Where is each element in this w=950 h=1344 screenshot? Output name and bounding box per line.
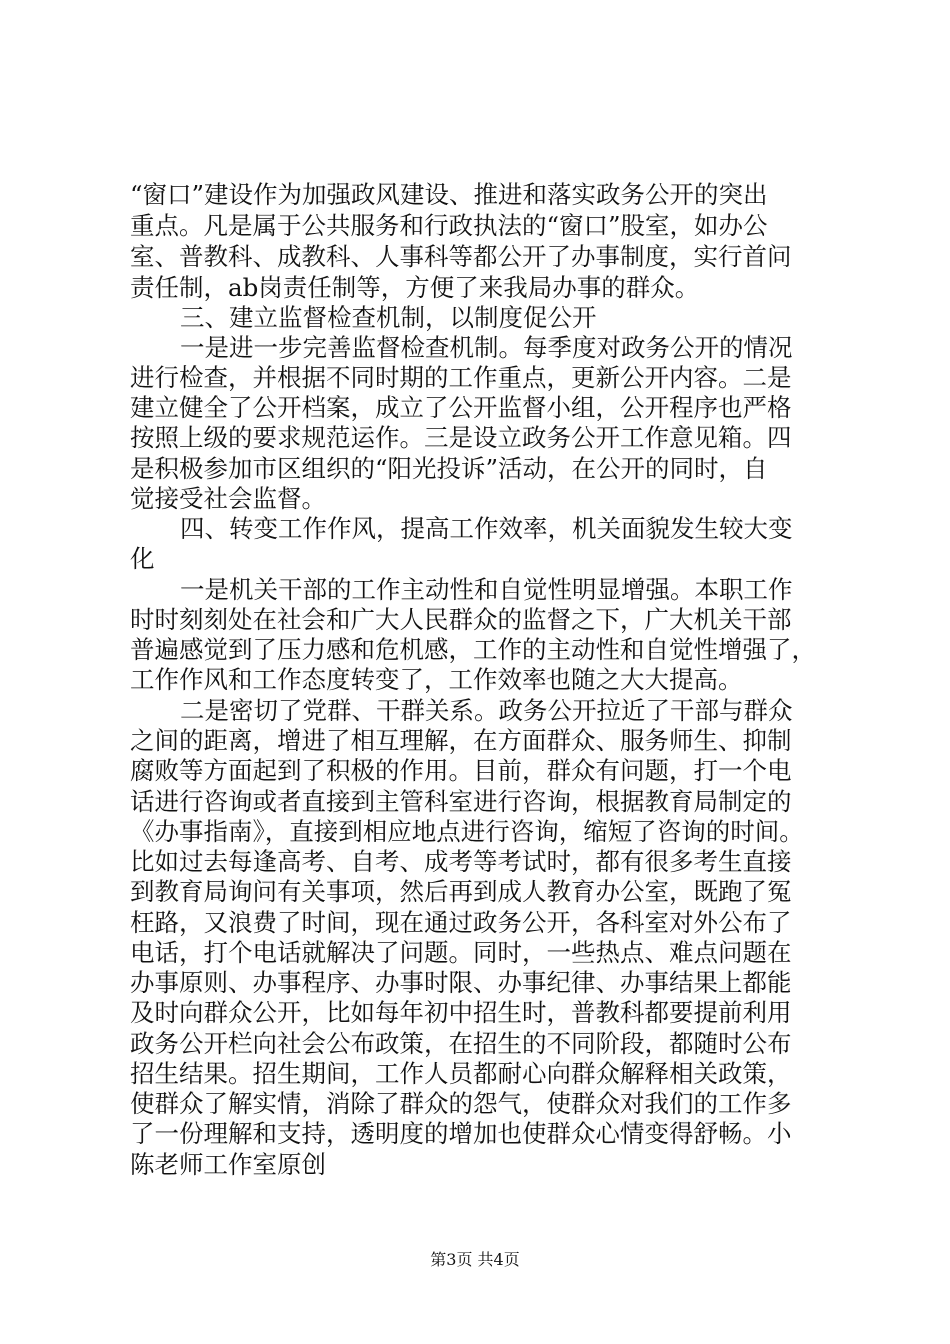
page-footer: 第3页 共4页	[430, 1250, 520, 1269]
text-line: 话进行咨询或者直接到主管科室进行咨询，根据教育局制定的	[130, 787, 792, 816]
text-line: 陈老师工作室原创	[130, 1150, 326, 1179]
text-line: 时时刻刻处在社会和广大人民群众的监督之下，广大机关干部	[130, 605, 792, 634]
text-line: 二是密切了党群、干群关系。政务公开拉近了干部与群众	[180, 696, 793, 725]
section-heading: 四、转变工作作风，提高工作效率，机关面貌发生较大变	[180, 514, 793, 543]
text-line: 普遍感觉到了压力感和危机感，工作的主动性和自觉性增强了，	[130, 635, 816, 664]
text-line: 电话，打个电话就解决了问题。同时，一些热点、难点问题在	[130, 938, 792, 967]
text-line: 办事原则、办事程序、办事时限、办事纪律、办事结果上都能	[130, 968, 792, 997]
text-line: 到教育局询问有关事项，然后再到成人教育办公室，既跑了冤	[130, 877, 792, 906]
text-line: 及时向群众公开，比如每年初中招生时，普教科都要提前利用	[130, 998, 792, 1027]
text-line: 室、普教科、成教科、人事科等都公开了办事制度，实行首问	[130, 242, 792, 271]
text-line: 重点。凡是属于公共服务和行政执法的“窗口”股室，如办公	[130, 211, 768, 240]
text-line: 建立健全了公开档案，成立了公开监督小组，公开程序也严格	[130, 393, 792, 422]
text-line: 按照上级的要求规范运作。三是设立政务公开工作意见箱。四	[130, 423, 792, 452]
text-line: 一是进一步完善监督检查机制。每季度对政务公开的情况	[180, 333, 793, 362]
text-line: 枉路，又浪费了时间，现在通过政务公开，各科室对外公布了	[130, 908, 792, 937]
text-line: 腐败等方面起到了积极的作用。目前，群众有问题，打一个电	[130, 756, 792, 785]
text-line: 比如过去每逢高考、自考、成考等考试时，都有很多考生直接	[130, 847, 792, 876]
section-heading: 三、建立监督检查机制，以制度促公开	[180, 303, 597, 332]
text-line: 工作作风和工作态度转变了，工作效率也随之大大提高。	[130, 665, 743, 694]
text-line: 进行检查，并根据不同时期的工作重点，更新公开内容。二是	[130, 363, 792, 392]
section-heading: 化	[130, 544, 155, 573]
text-line: 觉接受社会监督。	[130, 484, 326, 513]
text-line: 责任制，ab岗责任制等，方便了来我局办事的群众。	[130, 273, 700, 302]
text-line: 了一份理解和支持，透明度的增加也使群众心情变得舒畅。小	[130, 1119, 792, 1148]
text-line: 使群众了解实情，消除了群众的怨气，使群众对我们的工作多	[130, 1089, 792, 1118]
text-line: “窗口”建设作为加强政风建设、推进和落实政务公开的突出	[130, 180, 768, 209]
text-line: 招生结果。招生期间，工作人员都耐心向群众解释相关政策，	[130, 1059, 792, 1088]
text-line: 一是机关干部的工作主动性和自觉性明显增强。本职工作	[180, 575, 793, 604]
text-line: 《办事指南》，直接到相应地点进行咨询，缩短了咨询的时间。	[130, 817, 804, 846]
text-line: 之间的距离，增进了相互理解，在方面群众、服务师生、抑制	[130, 726, 792, 755]
text-line: 政务公开栏向社会公布政策，在招生的不同阶段，都随时公布	[130, 1029, 792, 1058]
text-line: 是积极参加市区组织的“阳光投诉”活动，在公开的同时，自	[130, 454, 768, 483]
